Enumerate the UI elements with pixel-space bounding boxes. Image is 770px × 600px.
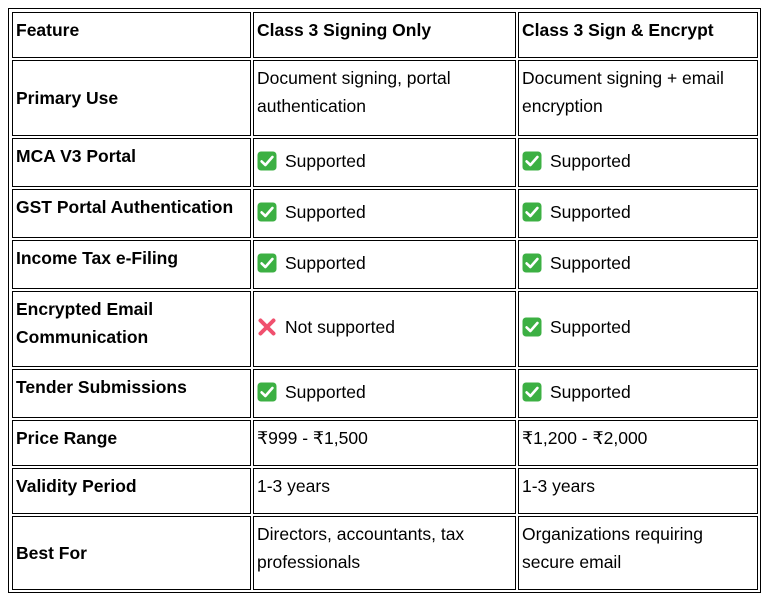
cell-sign-encrypt: Document signing + email encryption	[518, 60, 758, 136]
cell-signing-only	[253, 291, 516, 367]
comparison-table	[10, 10, 760, 592]
check-icon	[522, 202, 542, 222]
cell-sign-encrypt	[518, 138, 758, 187]
check-icon	[257, 382, 277, 402]
cross-icon	[257, 317, 277, 337]
cell-signing-only: Document signing, portal authentication	[253, 60, 516, 136]
status-text: Supported	[285, 381, 366, 402]
cell-signing-only	[253, 189, 516, 238]
table-row	[12, 240, 758, 289]
table-row	[12, 420, 758, 466]
check-icon	[257, 253, 277, 273]
row-feature-label: GST Portal Authentication	[12, 189, 251, 238]
status-text: Not supported	[285, 317, 395, 337]
check-icon	[522, 317, 542, 337]
cell-signing-only	[253, 138, 516, 187]
table-row	[12, 516, 758, 590]
table-row	[12, 138, 758, 187]
status-text: Supported	[550, 201, 631, 222]
header-signing-only: Class 3 Signing Only	[253, 12, 516, 58]
row-feature-label: Best For	[12, 516, 251, 590]
cell-sign-encrypt: 1-3 years	[518, 468, 758, 514]
cell-sign-encrypt	[518, 291, 758, 367]
row-feature-label: Primary Use	[12, 60, 251, 136]
table-row	[12, 60, 758, 136]
status-text: Supported	[285, 150, 366, 171]
check-icon	[522, 151, 542, 171]
cell-sign-encrypt: ₹1,200 - ₹2,000	[518, 420, 758, 466]
header-sign-encrypt: Class 3 Sign & Encrypt	[518, 12, 758, 58]
table-row	[12, 369, 758, 418]
cell-signing-only	[253, 369, 516, 418]
row-feature-label: Validity Period	[12, 468, 251, 514]
cell-sign-encrypt	[518, 240, 758, 289]
cell-signing-only: ₹999 - ₹1,500	[253, 420, 516, 466]
table-row	[12, 468, 758, 514]
row-feature-label: Income Tax e-Filing	[12, 240, 251, 289]
table-header-row	[12, 12, 758, 58]
status-text: Supported	[550, 381, 631, 402]
table-row	[12, 291, 758, 367]
check-icon	[522, 382, 542, 402]
status-text: Supported	[550, 150, 631, 171]
status-text: Supported	[550, 317, 631, 337]
cell-sign-encrypt: Organizations requiring secure email	[518, 516, 758, 590]
cell-sign-encrypt	[518, 189, 758, 238]
cell-signing-only: Directors, accountants, tax professionals	[253, 516, 516, 590]
status-text: Supported	[285, 252, 366, 273]
cell-signing-only	[253, 240, 516, 289]
table-row	[12, 189, 758, 238]
cell-signing-only: 1-3 years	[253, 468, 516, 514]
check-icon	[522, 253, 542, 273]
row-feature-label: Tender Submissions	[12, 369, 251, 418]
status-text: Supported	[285, 201, 366, 222]
row-feature-label: Encrypted Email Communication	[12, 291, 251, 367]
cell-sign-encrypt	[518, 369, 758, 418]
header-feature: Feature	[12, 12, 251, 58]
check-icon	[257, 151, 277, 171]
row-feature-label: Price Range	[12, 420, 251, 466]
status-text: Supported	[550, 252, 631, 273]
row-feature-label: MCA V3 Portal	[12, 138, 251, 187]
check-icon	[257, 202, 277, 222]
